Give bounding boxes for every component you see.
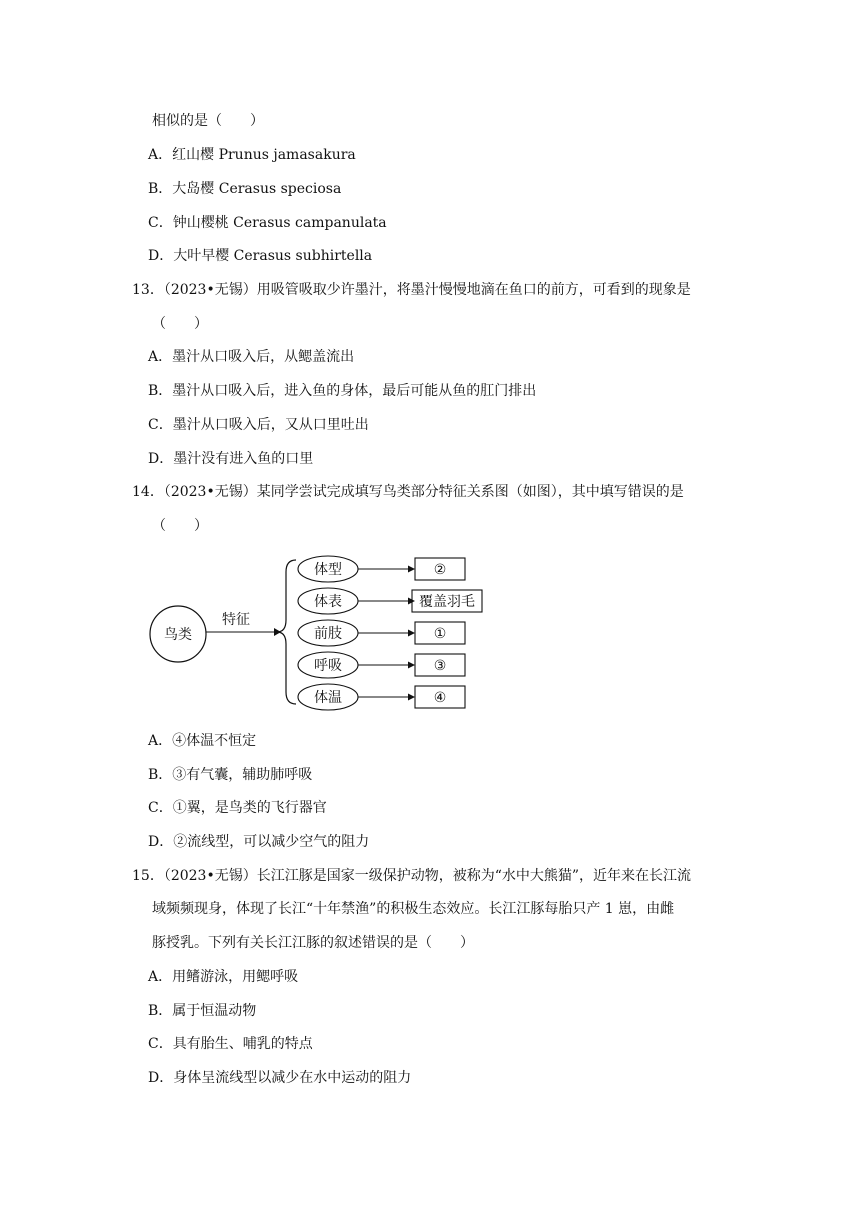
diagram-branch-name: 体型 [314, 562, 342, 578]
q13-option-b: B．墨汁从口吸入后，进入鱼的身体，最后可能从鱼的肛门排出 [148, 383, 537, 399]
q15-option-a: A．用鳍游泳，用鳃呼吸 [148, 969, 299, 985]
diagram-branch-name: 体温 [314, 690, 342, 706]
q15-option-d: D．身体呈流线型以减少在水中运动的阻力 [148, 1070, 412, 1086]
q14-option-c: C．①翼，是鸟类的飞行器官 [148, 800, 327, 816]
q14-option-d: D．②流线型，可以减少空气的阻力 [148, 834, 370, 850]
q12-stem-tail: 相似的是（ ） [152, 113, 264, 129]
q15-option-c: C．具有胎生、哺乳的特点 [148, 1036, 313, 1052]
diagram-value: ④ [433, 690, 447, 706]
q15-stem-line3: 豚授乳。下列有关长江江豚的叙述错误的是（ ） [152, 935, 474, 951]
q15-option-b: B．属于恒温动物 [148, 1003, 257, 1019]
q12-option-d: D．大叶早樱 Cerasus subhirtella [148, 248, 373, 264]
q12-option-b: B．大岛樱 Cerasus speciosa [148, 181, 342, 197]
diagram-value: ② [433, 562, 447, 578]
diagram-branch-arrowhead [408, 566, 415, 573]
q13-stem-line2: （ ） [152, 316, 208, 332]
q15-stem-line1: 15．（2023•无锡）长江江豚是国家一级保护动物，被称为“水中大熊猫”，近年来在长江流 [132, 868, 692, 884]
q13-option-c: C．墨汁从口吸入后，又从口里吐出 [148, 417, 369, 433]
q15-stem-line2: 域频频现身，体现了长江“十年禁渔”的积极生态效应。长江江豚每胎只产 1 崽，由雌 [152, 901, 675, 917]
q13-stem-line1: 13．（2023•无锡）用吸管吸取少许墨汁，将墨汁慢慢地滴在鱼口的前方，可看到的现象是 [132, 282, 691, 298]
diagram-root-label: 鸟类 [164, 627, 192, 643]
diagram-value: ③ [433, 658, 447, 674]
diagram-branch-name: 呼吸 [314, 658, 342, 674]
q12-option-c: C．钟山樱桃 Cerasus campanulata [148, 215, 387, 231]
q14-stem-line1: 14．（2023•无锡）某同学尝试完成填写鸟类部分特征关系图（如图），其中填写错误的是 [132, 484, 684, 500]
diagram-branch-arrowhead [408, 694, 415, 701]
diagram-value: 覆盖羽毛 [419, 594, 475, 610]
diagram-brace [277, 560, 296, 704]
diagram-branch-arrowhead [408, 662, 415, 669]
q13-option-a: A．墨汁从口吸入后，从鳃盖流出 [148, 349, 355, 365]
diagram-value: ① [433, 626, 447, 642]
diagram-edge-label: 特征 [222, 612, 250, 628]
q12-option-a: A．红山樱 Prunus jamasakura [148, 147, 356, 163]
diagram-branch-name: 体表 [314, 594, 342, 610]
q13-option-d: D．墨汁没有进入鱼的口里 [148, 451, 314, 467]
q14-option-a: A．④体温不恒定 [148, 733, 257, 749]
diagram-branch-name: 前肢 [314, 626, 342, 642]
diagram-branch-arrowhead [408, 630, 415, 637]
q14-option-b: B．③有气囊，辅助肺呼吸 [148, 767, 313, 783]
bird-feature-diagram [148, 550, 488, 720]
q14-stem-line2: （ ） [152, 518, 208, 534]
